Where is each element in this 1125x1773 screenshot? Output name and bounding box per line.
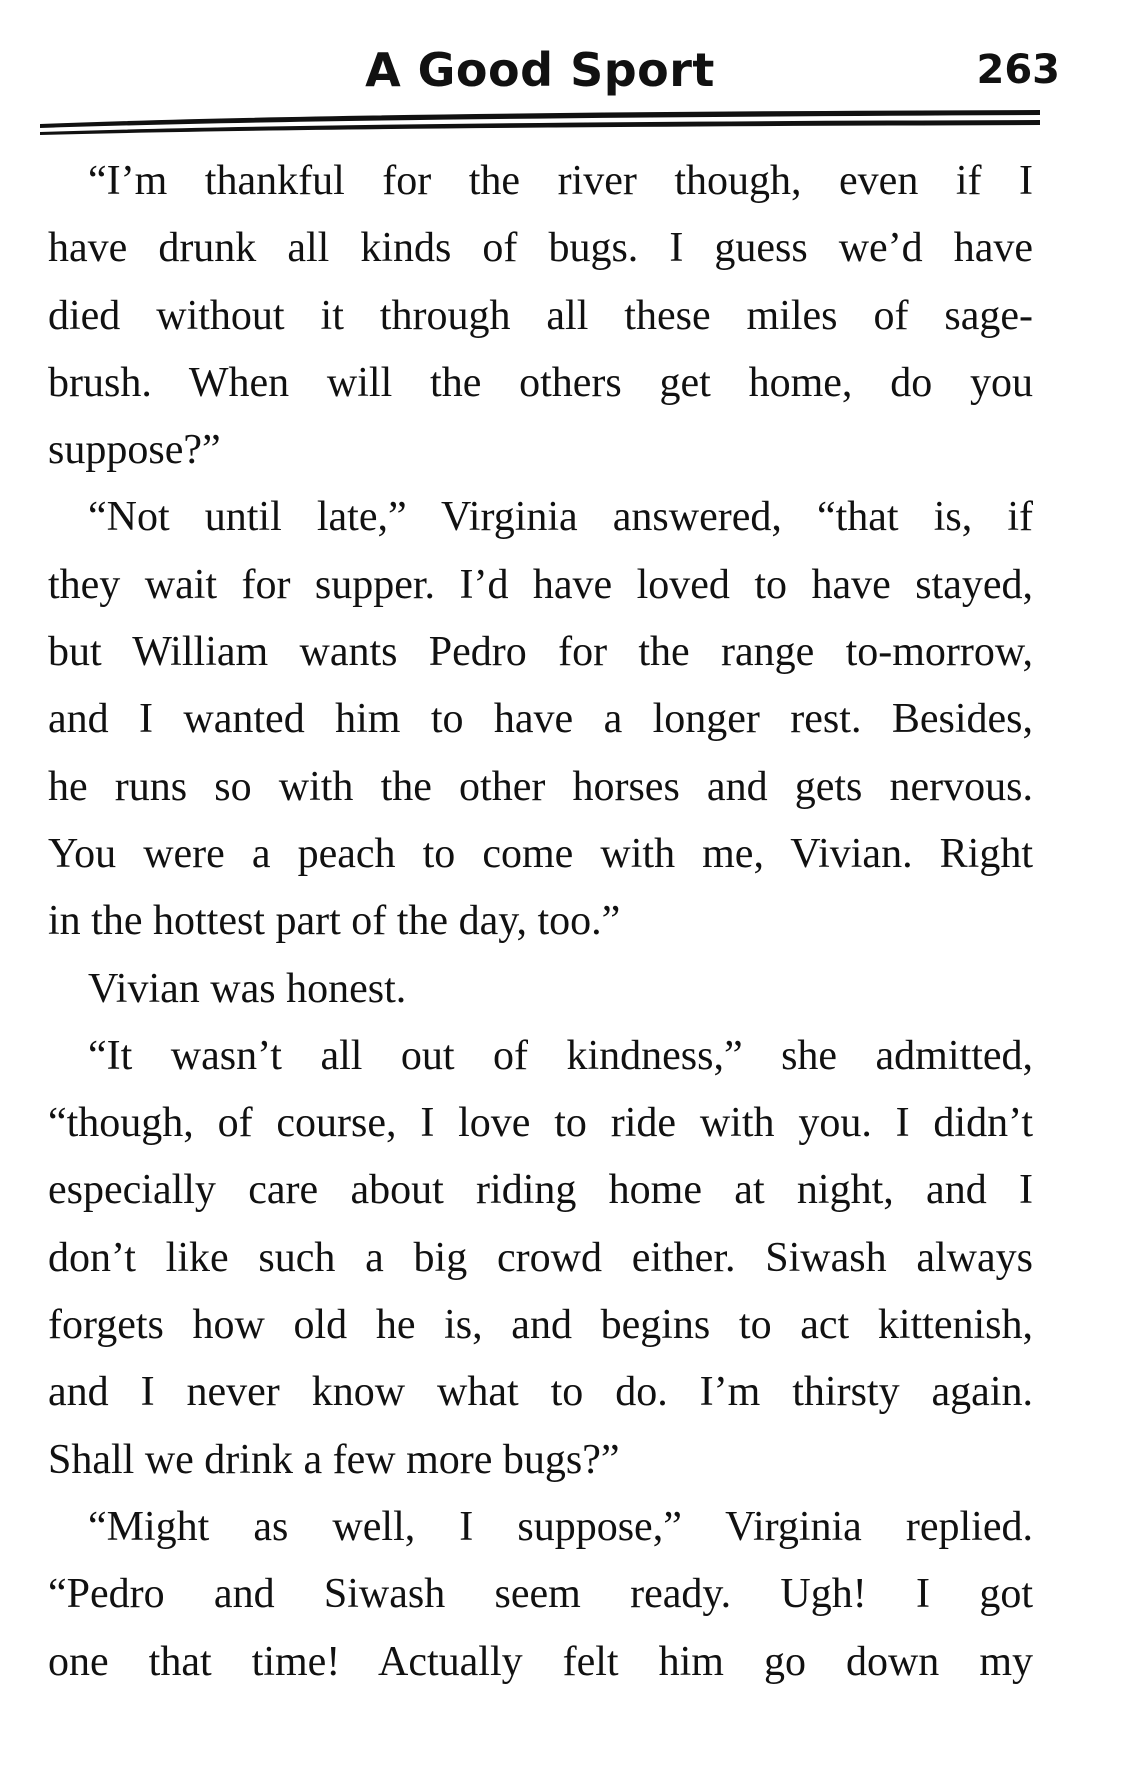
text-line: in the hottest part of the day, too.” bbox=[48, 898, 621, 945]
text-line: they wait for supper. I’d have loved to have stayed, bbox=[48, 561, 1033, 608]
text-line: “Might as well, I suppose,” Virginia replied. bbox=[88, 1503, 1033, 1550]
text-line: forgets how old he is, and begins to act kittenish, bbox=[48, 1302, 1033, 1349]
text-line: “though, of course, I love to ride with you. I didn’t bbox=[48, 1100, 1033, 1147]
text-line: Vivian was honest. bbox=[88, 965, 407, 1012]
text-line: one that time! Actually felt him go down my bbox=[48, 1638, 1033, 1685]
text-line: You were a peach to come with me, Vivian. Right bbox=[48, 830, 1033, 877]
text-line: “It wasn’t all out of kindness,” she admitted, bbox=[88, 1032, 1033, 1079]
text-line: “I’m thankful for the river though, even if I bbox=[88, 158, 1033, 204]
text-line: have drunk all kinds of bugs. I guess we’d have bbox=[48, 225, 1033, 272]
body-text bbox=[48, 148, 1033, 1696]
text-line: but William wants Pedro for the range to-morrow, bbox=[48, 629, 1033, 676]
text-line: died without it through all these miles of sage- bbox=[48, 292, 1033, 339]
text-line: brush. When will the others get home, do you bbox=[48, 359, 1033, 406]
text-line: “Not until late,” Virginia answered, “that is, if bbox=[88, 494, 1033, 541]
page-number: 263 bbox=[976, 47, 1060, 93]
chapter-title: A Good Sport bbox=[365, 43, 715, 97]
text-line: and I never know what to do. I’m thirsty again. bbox=[48, 1369, 1033, 1416]
text-line: Shall we drink a few more bugs?” bbox=[48, 1436, 620, 1483]
running-head bbox=[40, 38, 1060, 102]
text-line: especially care about riding home at night, and I bbox=[48, 1167, 1033, 1214]
text-line: he runs so with the other horses and gets nervous. bbox=[48, 763, 1033, 810]
header-rule bbox=[40, 108, 1040, 148]
text-line: don’t like such a big crowd either. Siwash always bbox=[48, 1234, 1033, 1281]
text-line: and I wanted him to have a longer rest. Besides, bbox=[48, 696, 1033, 743]
text-line: suppose?” bbox=[48, 427, 221, 474]
text-line: “Pedro and Siwash seem ready. Ugh! I got bbox=[48, 1571, 1033, 1618]
